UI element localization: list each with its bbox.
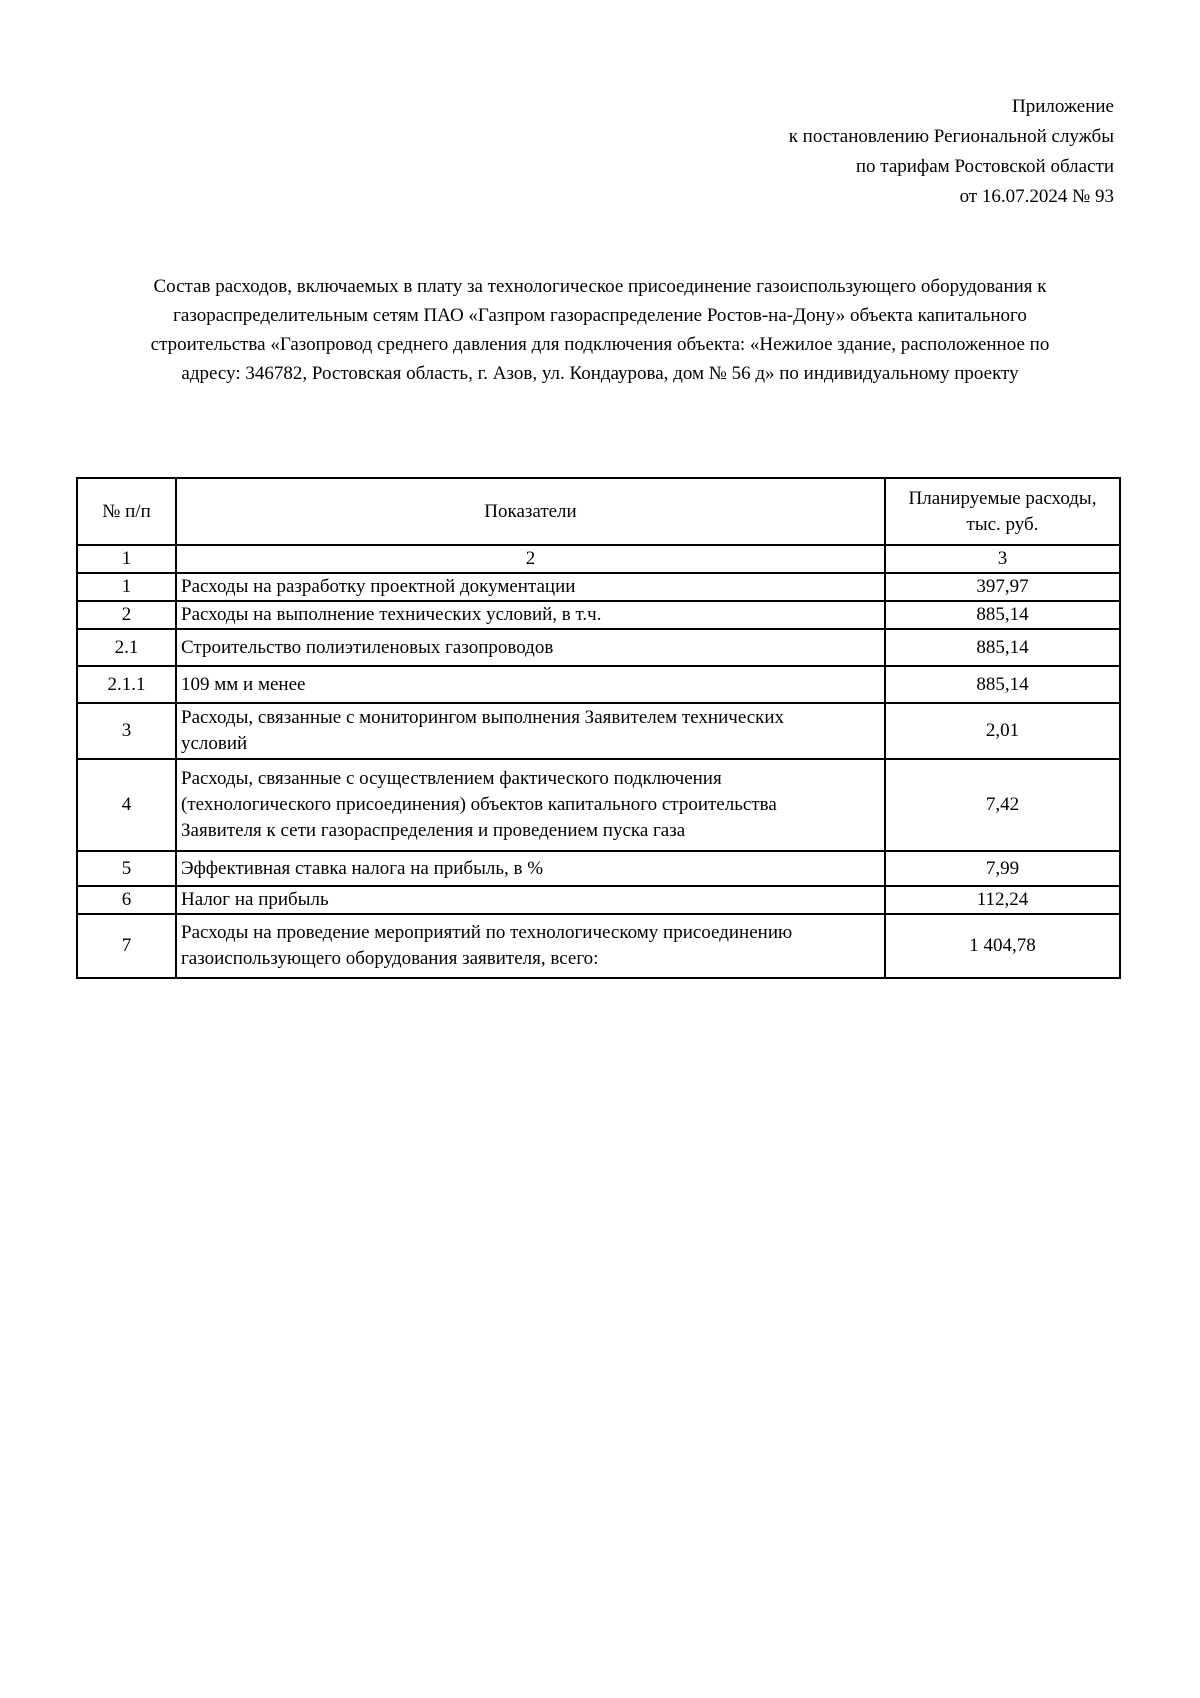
row-num: 6 <box>77 886 176 914</box>
row-name: Расходы на разработку проектной документации <box>176 573 885 601</box>
row-value: 7,42 <box>885 759 1120 851</box>
index-cell: 2 <box>176 545 885 573</box>
row-num: 5 <box>77 851 176 886</box>
table-index-row <box>77 545 1120 573</box>
row-name: Расходы на выполнение технических условий, в т.ч. <box>176 601 885 629</box>
header-value-line: тыс. руб. <box>966 513 1039 535</box>
appendix-line: к постановлению Региональной службы <box>788 126 1114 147</box>
row-value: 2,01 <box>885 703 1120 759</box>
row-name: Эффективная ставка налога на прибыль, в % <box>176 851 885 886</box>
table-row <box>77 759 1120 851</box>
document-title <box>76 272 1124 388</box>
costs-table <box>76 477 1121 979</box>
row-value: 1 404,78 <box>885 914 1120 978</box>
row-value: 397,97 <box>885 573 1120 601</box>
title-line: Состав расходов, включаемых в плату за технологическое присоединение газоиспользующего оборудования к <box>153 276 1047 297</box>
table-row <box>77 601 1120 629</box>
row-name <box>176 759 885 851</box>
row-name <box>176 703 885 759</box>
row-num: 2.1 <box>77 629 176 666</box>
row-name: 109 мм и менее <box>176 666 885 703</box>
title-line: адресу: 346782, Ростовская область, г. Азов, ул. Кондаурова, дом № 56 д» по индивидуальному проекту <box>181 363 1019 384</box>
appendix-line: по тарифам Ростовской области <box>855 156 1114 177</box>
title-line: газораспределительным сетям ПАО «Газпром газораспределение Ростов-на-Дону» объекта капитального <box>173 305 1027 326</box>
title-line: строительства «Газопровод среднего давления для подключения объекта: «Нежилое здание, расположенное по <box>150 334 1050 355</box>
row-value: 112,24 <box>885 886 1120 914</box>
header-value <box>885 478 1120 545</box>
row-num: 2.1.1 <box>77 666 176 703</box>
row-num: 2 <box>77 601 176 629</box>
row-name-line: Заявителя к сети газораспределения и проведением пуска газа <box>181 820 686 841</box>
table-row <box>77 703 1120 759</box>
row-value: 7,99 <box>885 851 1120 886</box>
appendix-block <box>789 92 1114 212</box>
row-name-line: условий <box>181 733 248 754</box>
header-num: № п/п <box>77 478 176 545</box>
table-row <box>77 573 1120 601</box>
row-num: 4 <box>77 759 176 851</box>
row-name-line: Расходы, связанные с мониторингом выполнения Заявителем технических <box>181 707 785 728</box>
row-num: 1 <box>77 573 176 601</box>
header-name: Показатели <box>176 478 885 545</box>
row-num: 3 <box>77 703 176 759</box>
index-cell: 1 <box>77 545 176 573</box>
row-name-line: газоиспользующего оборудования заявителя, всего: <box>181 948 599 969</box>
row-num: 7 <box>77 914 176 978</box>
row-value: 885,14 <box>885 601 1120 629</box>
row-name-line: (технологического присоединения) объектов капитального строительства <box>181 794 777 815</box>
row-name-line: Расходы на проведение мероприятий по технологическому присоединению <box>181 922 793 943</box>
table-row <box>77 629 1120 666</box>
table-row <box>77 914 1120 978</box>
row-name: Налог на прибыль <box>176 886 885 914</box>
header-value-line: Планируемые расходы, <box>908 487 1097 509</box>
index-cell: 3 <box>885 545 1120 573</box>
appendix-line: Приложение <box>1012 96 1114 117</box>
row-value: 885,14 <box>885 629 1120 666</box>
table-row <box>77 886 1120 914</box>
table-row <box>77 666 1120 703</box>
row-name-line: Расходы, связанные с осуществлением фактического подключения <box>181 768 722 789</box>
table-row <box>77 851 1120 886</box>
row-value: 885,14 <box>885 666 1120 703</box>
row-name <box>176 914 885 978</box>
table-header-row <box>77 478 1120 545</box>
appendix-date-line: от 16.07.2024 № 93 <box>959 186 1114 207</box>
row-name: Строительство полиэтиленовых газопроводов <box>176 629 885 666</box>
